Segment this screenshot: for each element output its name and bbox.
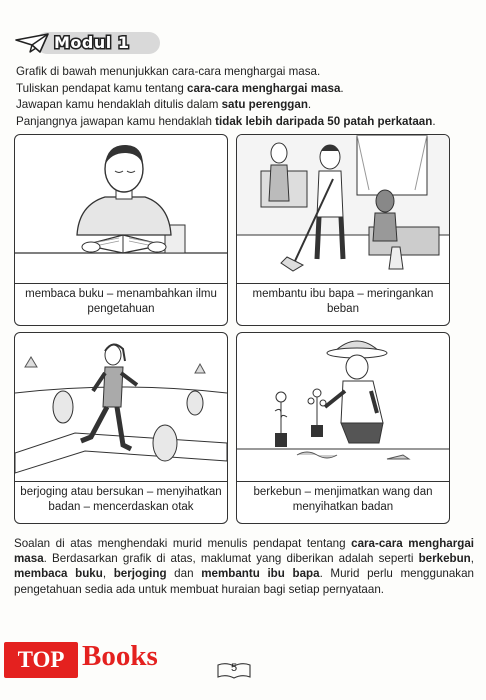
logo-top: TOP — [4, 642, 78, 678]
panel-helping — [236, 134, 450, 326]
instruction-line-2: Tuliskan pendapat kamu tentang cara-cara menghargai masa. — [16, 81, 344, 95]
panel-caption: berkebun – menjimatkan wang dan menyihatkan badan — [253, 486, 433, 513]
gardening-illustration — [237, 333, 449, 482]
page-number: 5 — [214, 662, 254, 680]
paper-plane-icon — [14, 30, 54, 56]
instructions — [16, 64, 476, 130]
explanation-paragraph: Soalan di atas menghendaki murid menulis pendapat tentang cara-cara menghargai masa. Berdasarkan grafik di atas, maklumat yang diberikan adalah seperti berkebun, membaca buku, berjoging dan membantu ibu bapa. Murid perlu menggunakan pengetahuan sedia ada untuk membuat huraian bagi setiap pernyataan. — [14, 537, 474, 596]
panel-caption: berjoging atau bersukan – menyihatkan badan – mencerdaskan otak — [20, 486, 222, 513]
helping-illustration — [237, 135, 449, 284]
instruction-line-3: Jawapan kamu hendaklah ditulis dalam satu perenggan. — [16, 98, 312, 112]
jogging-illustration — [15, 333, 227, 482]
logo-books: Books — [82, 640, 158, 672]
panel-caption: membantu ibu bapa – meringankan beban — [252, 288, 434, 315]
panel-jogging — [14, 332, 228, 524]
instruction-line-1: Grafik di bawah menunjukkan cara-cara menghargai masa. — [16, 65, 321, 78]
topbooks-logo — [0, 636, 200, 682]
module-title: Modul 1 — [54, 33, 130, 52]
module-badge — [14, 30, 154, 56]
panel-reading — [14, 134, 228, 326]
panel-gardening — [236, 332, 450, 524]
reading-illustration — [15, 135, 227, 284]
panel-caption: membaca buku – menambahkan ilmu pengetahuan — [25, 288, 217, 315]
instruction-line-4: Panjangnya jawapan kamu hendaklah tidak lebih daripada 50 patah perkataan. — [16, 114, 436, 128]
